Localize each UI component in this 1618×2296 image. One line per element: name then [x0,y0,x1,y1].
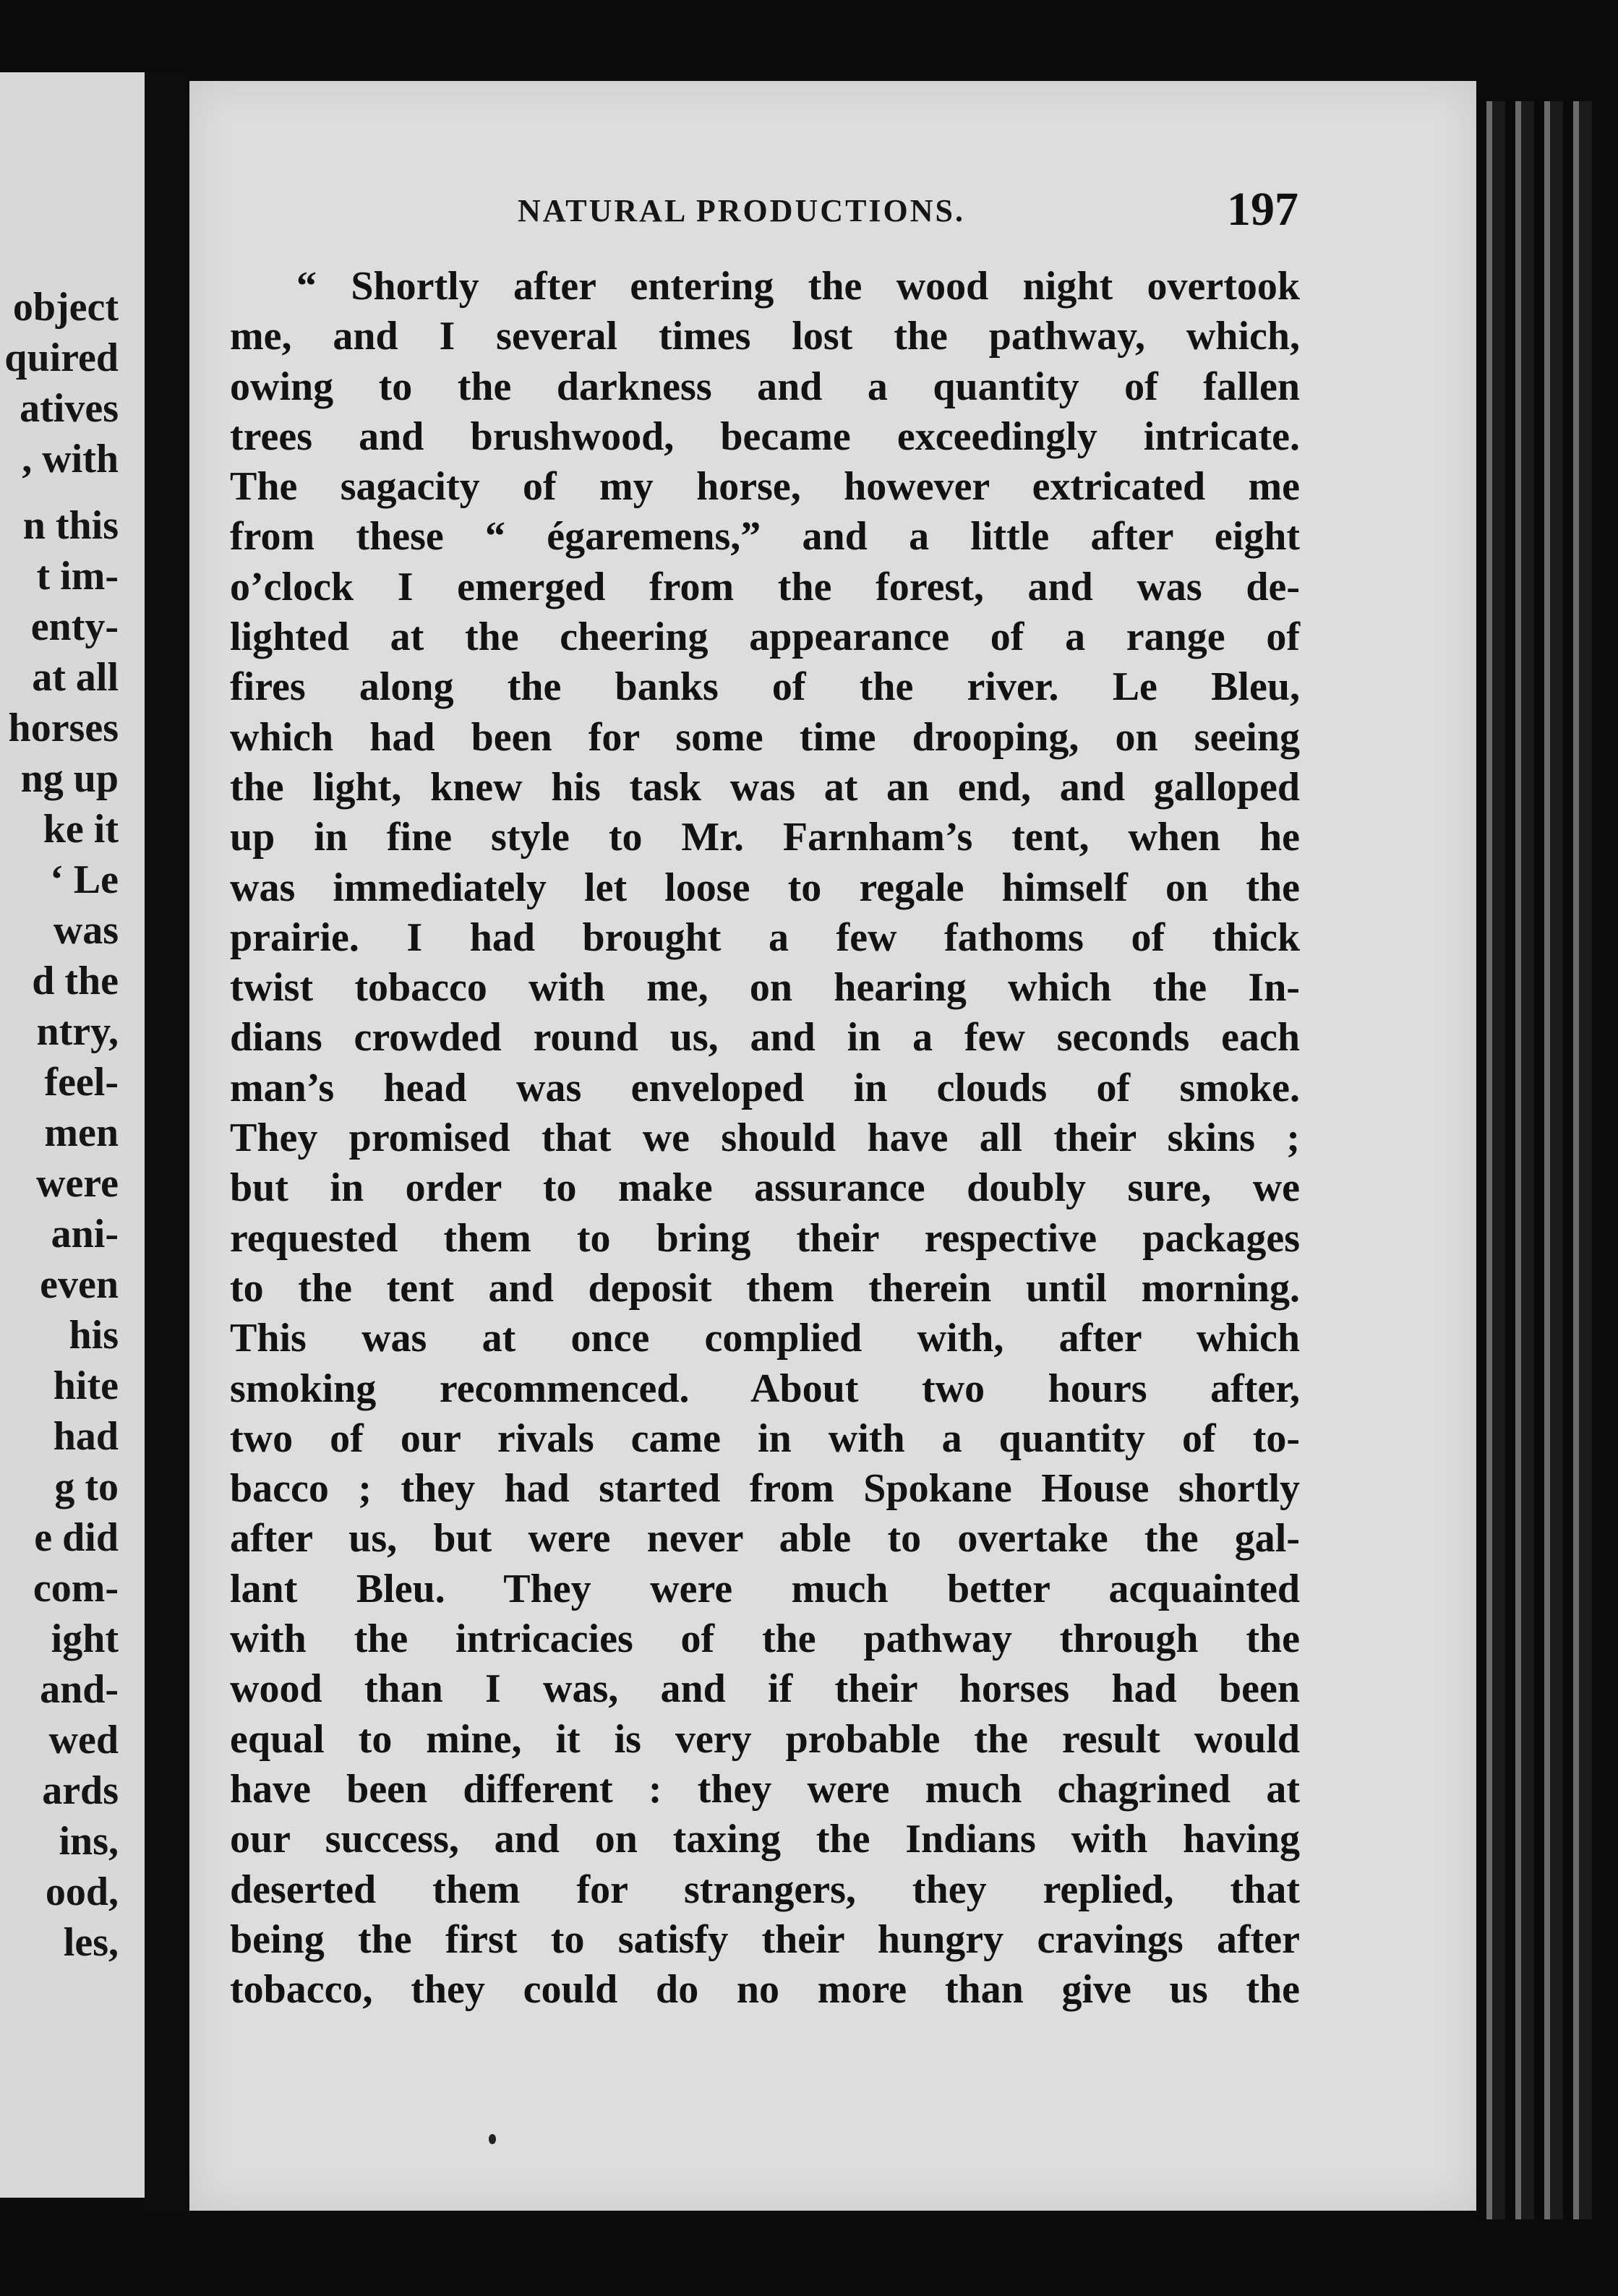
text-line: which had been for some time drooping, on seeing [230,714,1300,760]
page-number: 197 [1227,183,1298,236]
text-line: This was at once complied with, after which [230,1316,1300,1361]
facing-page-fragment: were [36,1161,119,1206]
text-line: two of our rivals came in with a quantity of to- [230,1415,1300,1461]
facing-page-fragment: , with [22,437,119,481]
facing-page-fragment: men [44,1110,119,1155]
facing-page-fragment: feel- [44,1060,119,1105]
facing-page-fragment: wed [48,1718,119,1762]
text-line: prairie. I had brought a few fathoms of thick [230,914,1300,960]
text-line: twist tobacco with me, on hearing which the In- [230,965,1300,1011]
book-gutter [145,72,189,2212]
facing-page-text [4,282,119,1968]
facing-page-fragment: hite [53,1363,119,1408]
text-line: They promised that we should have all their skins ; [230,1115,1300,1161]
page-header [518,183,1298,239]
text-line: with the intricacies of the pathway through the [230,1616,1300,1662]
text-line: deserted them for strangers, they replied, that [230,1867,1300,1912]
facing-page-fragment: atives [20,386,119,431]
facing-page-fragment: e did [34,1515,119,1560]
text-line: lant Bleu. They were much better acquainted [230,1566,1300,1611]
text-line: bacco ; they had started from Spokane House shortly [230,1466,1300,1512]
facing-page-fragment: had [53,1414,119,1459]
facing-page-fragment: t im- [36,554,119,599]
facing-page-fragment: ng up [20,756,119,801]
facing-page-fragment: les, [63,1920,119,1965]
text-line: our success, and on taxing the Indians with having [230,1817,1300,1862]
facing-page-fragment: com- [33,1566,119,1611]
text-line: me, and I several times lost the pathway, which, [230,314,1300,359]
text-line: have been different : they were much chagrined at [230,1766,1300,1812]
facing-page-fragment: ani- [51,1212,119,1256]
text-line: wood than I was, and if their horses had been [230,1666,1300,1712]
facing-page-fragment: at all [32,655,119,700]
facing-page-fragment: was [53,908,119,953]
text-line: requested them to bring their respective packages [230,1215,1300,1261]
text-line: up in fine style to Mr. Farnham’s tent, when he [230,815,1300,860]
ink-speck [489,2134,496,2144]
facing-page-fragment: horses [8,706,119,750]
text-line: trees and brushwood, became exceedingly intricate. [230,414,1300,459]
facing-page-fragment: g to [54,1465,119,1509]
text-line: The sagacity of my horse, however extricated me [230,464,1300,510]
facing-page-fragment: his [69,1313,119,1358]
text-line: o’clock I emerged from the forest, and was de- [230,564,1300,609]
facing-page-fragment: object [12,285,119,330]
facing-page-fragment: d the [32,959,119,1003]
text-line: from these “ égaremens,” and a little after eight [230,514,1300,560]
facing-page-fragment: even [40,1262,119,1307]
text-line: tobacco, they could do no more than give us the [230,1967,1300,2013]
text-line: lighted at the cheering appearance of a range of [230,614,1300,660]
text-line: but in order to make assurance doubly sure, we [230,1165,1300,1211]
text-line: was immediately let loose to regale himself on the [230,865,1300,910]
text-line: the light, knew his task was at an end, and galloped [230,764,1300,810]
text-line: to the tent and deposit them therein until morning. [230,1265,1300,1311]
facing-page-fragment: ke it [43,807,119,852]
text-line: after us, but were never able to overtake the gal- [230,1516,1300,1562]
facing-page-fragment: quired [4,335,119,380]
body-text [230,262,1300,2015]
text-line: owing to the darkness and a quantity of fallen [230,364,1300,409]
facing-page-fragment: and- [40,1667,119,1712]
page-edges [1476,101,1592,2219]
facing-page-fragment: ins, [59,1819,119,1864]
fragment-gap [4,484,119,500]
text-line: “ Shortly after entering the wood night overtook [296,264,1300,309]
facing-page-fragment: ards [42,1768,119,1813]
facing-page-fragment: ight [51,1616,119,1661]
text-line: being the first to satisfy their hungry cravings after [230,1916,1300,1962]
text-line: dians crowded round us, and in a few seconds each [230,1015,1300,1061]
facing-page-fragment: ‘ Le [50,857,119,902]
text-line: man’s head was enveloped in clouds of smoke. [230,1065,1300,1110]
facing-page-fragment: n this [22,503,119,548]
text-line: equal to mine, it is very probable the result would [230,1716,1300,1762]
running-head: NATURAL PRODUCTIONS. [518,193,966,228]
text-line: fires along the banks of the river. Le Bleu, [230,664,1300,710]
facing-page-fragment: ntry, [36,1009,119,1054]
facing-page-fragment: ood, [45,1869,119,1914]
facing-page-left [0,72,145,2198]
text-line: smoking recommenced. About two hours after, [230,1366,1300,1411]
facing-page-fragment: enty- [30,604,119,649]
